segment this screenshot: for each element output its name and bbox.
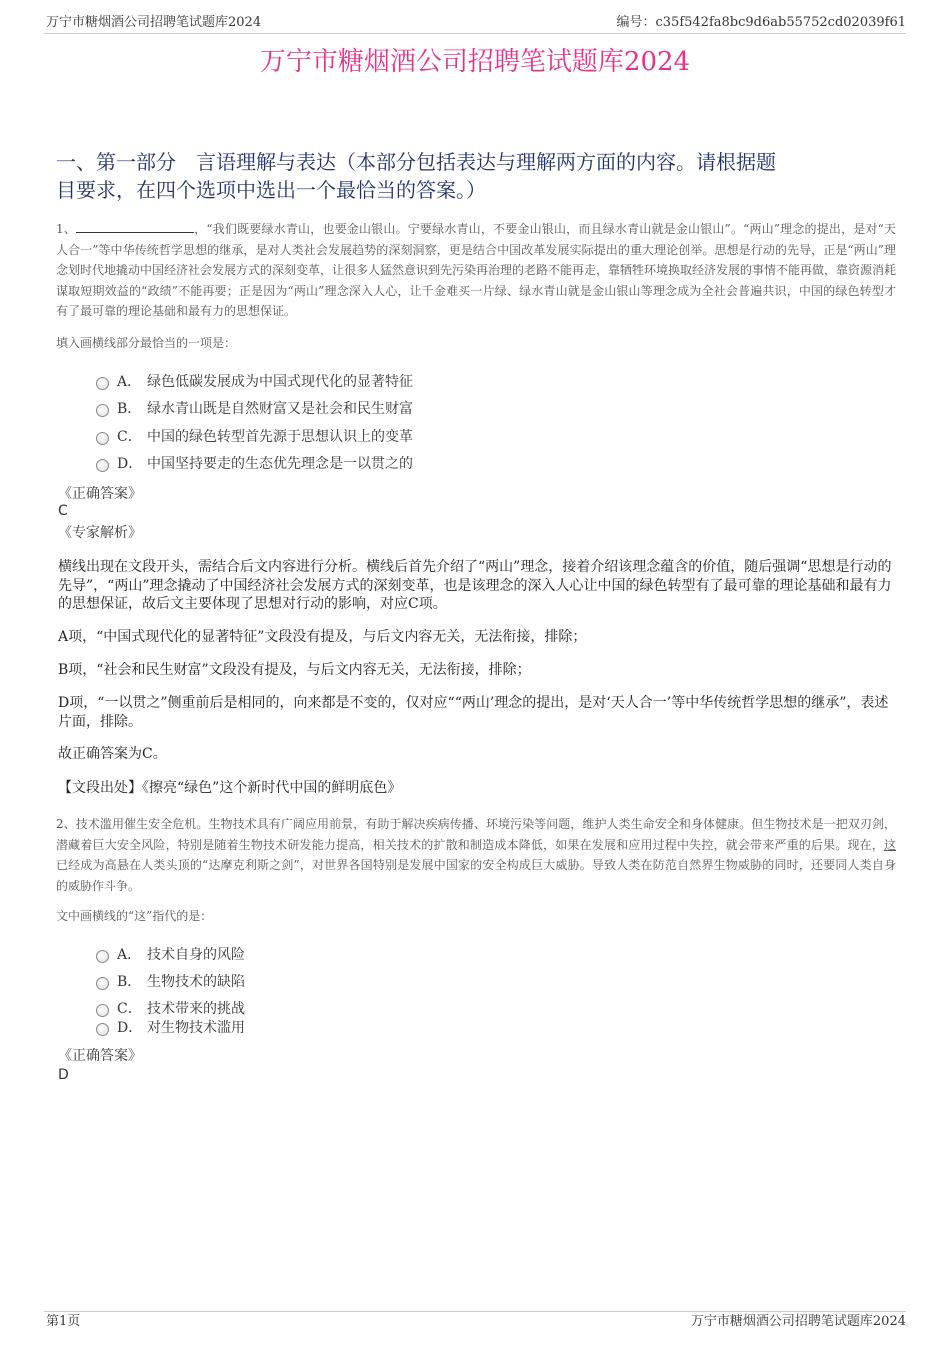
analysis-paragraph: B项，“社会和民生财富”文段没有提及，与后文内容无关，无法衔接，排除；: [58, 662, 531, 678]
option-text: 技术带来的挑战: [147, 1001, 245, 1017]
question-2-answer-label: 《正确答案》: [58, 1048, 142, 1064]
question-1-answer-label: 《正确答案》: [58, 486, 142, 502]
question-1-text: [56, 219, 896, 322]
radio-icon[interactable]: [96, 377, 109, 390]
option-letter: A．: [117, 374, 142, 390]
option-letter: B．: [117, 974, 142, 990]
question-1-option-c[interactable]: [96, 425, 413, 447]
section-heading-line1: 一、第一部分 言语理解与表达（本部分包括表达与理解两方面的内容。请根据题: [56, 150, 776, 174]
option-text: 中国坚持要走的生态优先理念是一以贯之的: [147, 456, 413, 472]
header-doc-id: 编号：c35f542fa8bc9d6ab55752cd02039f61: [616, 15, 906, 30]
section-heading: [56, 148, 896, 204]
question-1-blank: [76, 221, 194, 233]
question-1-analysis-label: 《专家解析》: [58, 525, 142, 541]
footer-doc-title: 万宁市糖烟酒公司招聘笔试题库2024: [690, 1314, 906, 1329]
option-text: 绿水青山既是自然财富又是社会和民生财富: [147, 401, 413, 417]
option-text: 绿色低碳发展成为中国式现代化的显著特征: [147, 374, 413, 390]
radio-icon[interactable]: [96, 1023, 109, 1036]
header-doc-title: 万宁市糖烟酒公司招聘笔试题库2024: [46, 15, 262, 30]
analysis-paragraph: A项，“中国式现代化的显著特征”文段没有提及，与后文内容无关，无法衔接，排除；: [58, 629, 587, 645]
radio-icon[interactable]: [96, 950, 109, 963]
option-letter: C．: [117, 1001, 142, 1017]
question-1-body: ，“我们既要绿水青山，也要金山银山。宁要绿水青山，不要金山银山，而且绿水青山就是金山银山”。“两山”理念的提出，是对“天人合一”等中华传统哲学思想的继承，是对人类社会发展趋势的深刻洞察，更是结合中国改革发展实际提出的重大理论创举。思想是行动的先导，正是“两山”理念划时代地撬动中国经济社会发展方式的深刻变革，让很多人猛然意识到先污染再治理的老路不能再走，靠牺牲环境换取经济发展的事情不能再做，靠资源消耗谋取短期效益的“政绩”不能再要；正是因为“两山”理念深入人心，让千金难买一片绿、绿水青山就是金山银山等理念成为全社会普遍共识，中国的绿色转型才有了最可靠的理论基础和最有力的思想保证。: [56, 222, 897, 318]
radio-icon[interactable]: [96, 459, 109, 472]
question-2-option-b[interactable]: [96, 970, 245, 992]
option-text: 对生物技术滥用: [147, 1020, 245, 1036]
question-1-option-b[interactable]: [96, 397, 413, 419]
option-letter: D．: [117, 456, 143, 472]
question-1-option-d[interactable]: [96, 452, 413, 474]
question-1-number: 1、: [56, 222, 77, 236]
analysis-paragraph: D项，“一以贯之”侧重前后是相同的，向来都是不变的，仅对应““两山’理念的提出，是对‘天人合一’等中华传统哲学思想的继承”，表述片面，排除。: [58, 695, 889, 730]
question-1-option-a[interactable]: [96, 370, 413, 392]
radio-icon[interactable]: [96, 432, 109, 445]
analysis-paragraph: 故正确答案为C。: [58, 746, 167, 762]
question-1-answer: C: [58, 503, 68, 519]
radio-icon[interactable]: [96, 1004, 109, 1017]
option-letter: D．: [117, 1020, 143, 1036]
page-title: 万宁市糖烟酒公司招聘笔试题库2024: [259, 47, 691, 77]
option-letter: B．: [117, 401, 142, 417]
question-2-body-pre: 2、技术滥用催生安全危机。生物技术具有广阔应用前景，有助于解决疾病传播、环境污染等问题，维护人类生命安全和身体健康。但生物技术是一把双刃剑，潜藏着巨大安全风险，特别是随着生物技术研发能力提高，相关技术的扩散和制造成本降低，如果在发展和应用过程中失控，就会带来严重的后果。现在，: [56, 817, 896, 852]
radio-icon[interactable]: [96, 404, 109, 417]
page-number: 第1页: [46, 1314, 81, 1329]
analysis-paragraph: 横线出现在文段开头，需结合后文内容进行分析。横线后首先介绍了“两山”理念，接着介绍该理念蕴含的价值，随后强调“思想是行动的先导”，“两山”理念撬动了中国经济社会发展方式的深刻变革，也是该理念的深入人心让中国的绿色转型有了最可靠的理论基础和最有力的思想保证，故后文主要体现了思想对行动的影响，对应C项。: [58, 559, 892, 612]
question-2-answer: D: [58, 1067, 69, 1083]
question-2-underlined-word: 这: [883, 837, 896, 852]
header-divider: [44, 33, 906, 34]
question-1-prompt: 填入画横线部分最恰当的一项是：: [56, 336, 237, 350]
option-letter: A．: [117, 947, 142, 963]
section-heading-line2: 目要求，在四个选项中选出一个最恰当的答案。）: [56, 178, 486, 202]
option-text: 生物技术的缺陷: [147, 974, 245, 990]
option-text: 技术自身的风险: [147, 947, 245, 963]
question-2-option-a[interactable]: [96, 943, 245, 965]
footer-divider: [44, 1311, 906, 1312]
question-2-text: [56, 814, 896, 896]
question-2-body-post: 已经成为高悬在人类头顶的“达摩克利斯之剑”，对世界各国特别是发展中国家的安全构成巨大威胁。导致人类在防范自然界生物威胁的同时，还要同人类自身的威胁作斗争。: [56, 858, 896, 893]
option-letter: C．: [117, 429, 142, 445]
source-citation: 【文段出处】《擦亮“绿色”这个新时代中国的鲜明底色》: [58, 780, 402, 796]
option-text: 中国的绿色转型首先源于思想认识上的变革: [147, 429, 413, 445]
question-2-option-d[interactable]: [96, 1016, 245, 1038]
question-2-prompt: 文中画横线的“这”指代的是：: [56, 909, 213, 923]
radio-icon[interactable]: [96, 977, 109, 990]
